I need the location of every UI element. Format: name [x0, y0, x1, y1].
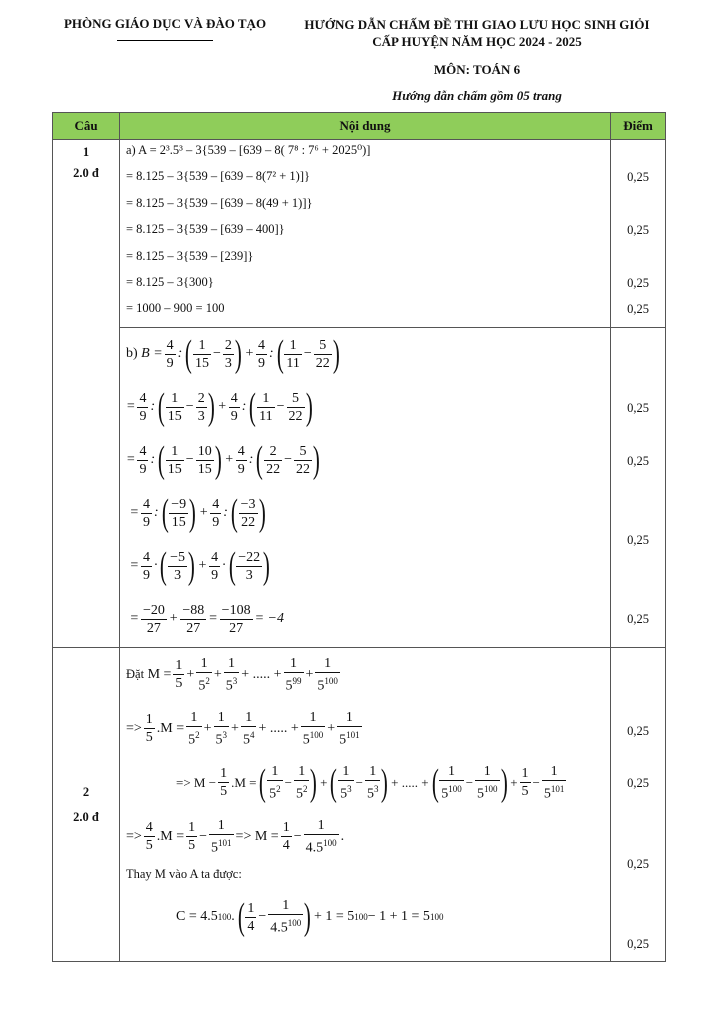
table-header-row: [53, 113, 666, 140]
score: [612, 194, 664, 220]
q2-content: [120, 647, 611, 962]
col-header-content: Nội dung: [120, 113, 611, 140]
score: 0,25: [627, 776, 649, 791]
score: 0,25: [627, 611, 649, 626]
q1a-line: = 8.125 – 3{539 – [639 – 8(49 + 1)]}: [126, 195, 313, 210]
department-name: PHÒNG GIÁO DỤC VÀ ĐÀO TẠO: [60, 16, 270, 41]
q1b-line: b) B = $\frac{4}{9}$ : ( $\frac{1}{15}$ − $\frac{2}{3}$ ) + $\frac{4}{9}$ : ( $\frac{1}{11}$ − $\frac{5}{22}$ ): [126, 328, 604, 381]
q1a-line: = 8.125 – 3{300}: [126, 274, 214, 289]
score: 0,25: [627, 400, 649, 415]
table-row: [53, 327, 666, 647]
q1a-content: [120, 140, 611, 328]
q1b-line: = $\frac{-20}{27}$ + $\frac{-88}{27}$ = $\frac{-108}{27}$ = −4: [126, 602, 284, 636]
q1a-line: a) A = 2³.5³ – 3{539 – [639 – 8( 7⁸ : 7⁶ + 2025⁰)]: [126, 143, 371, 157]
q1a-line: = 1000 – 900 = 100: [126, 301, 225, 316]
q2-line: C = 4.5 100 . ( $\frac{1}{4}$ − $\frac{1}{4.5^{100}}$ ) + 1 = 5 100 − 1 + 1 = 5 100: [126, 890, 604, 944]
q1a-line: = 8.125 – 3{539 – [639 – 8(7² + 1)]}: [126, 169, 310, 184]
score: 0,25: [627, 723, 649, 738]
q1b-scores: [611, 327, 666, 647]
q1a-line: = 8.125 – 3{539 – [239]}: [126, 248, 254, 263]
table-row: [53, 647, 666, 962]
score: 0,25: [627, 936, 649, 951]
title-line-1: HƯỚNG DẪN CHẤM ĐỀ THI GIAO LƯU HỌC SINH GIỎI: [304, 17, 650, 32]
document-title: [292, 16, 662, 50]
q1a-line: = 8.125 – 3{539 – [639 – 400]}: [126, 222, 285, 237]
q1b-line: = $\frac{4}{9}$ : ( $\frac{1}{15}$ − $\frac{2}{3}$ ) + $\frac{4}{9}$ : ( $\frac{1}{11}$ − $\frac{5}{22}$ ): [126, 381, 604, 434]
q2-line: => M − $\frac{1}{5}$ .M = ( $\frac{1}{5^2}$ − $\frac{1}{5^2}$ ) + ( $\frac{1}{5^3}$ − $\frac{1}{5^3}$ ) + ..... + ( $\frac{1}{5^{100}}$ − $\frac{1}{5^{100}}$ ) + $\frac{1}{5}$ − $\frac{1}{5^{101}}$: [126, 756, 604, 810]
question-number: 2: [82, 784, 90, 799]
score: [612, 329, 664, 382]
score: 0,25: [627, 453, 649, 468]
q2-scores: [611, 647, 666, 962]
let-label: Đặt: [126, 667, 145, 682]
score: 0,25: [627, 275, 649, 290]
subject-title: MÔN: TOÁN 6: [433, 62, 521, 77]
part-label: b): [126, 346, 138, 362]
score: [612, 247, 664, 273]
q1b-line: = $\frac{4}{9}$ : ( $\frac{-9}{15}$ ) + $\frac{4}{9}$ : ( $\frac{-3}{22}$ ): [126, 487, 604, 540]
score: 0,25: [627, 170, 649, 185]
q2-line: => $\frac{1}{5}$ .M = $\frac{1}{5^2}$ + $\frac{1}{5^3}$ + $\frac{1}{5^4}$ + ..... + $\frac{1}{5^{100}}$ + $\frac{1}{5^{101}}$: [126, 709, 360, 748]
q1b-line: = $\frac{4}{9}$ : ( $\frac{1}{15}$ − $\frac{10}{15}$ ) + $\frac{4}{9}$ : ( $\frac{2}{22}$ − $\frac{5}{22}$ ): [126, 434, 604, 487]
score: [612, 141, 664, 167]
score: 0,25: [627, 223, 649, 238]
question-2-cell: [53, 647, 120, 962]
q1a-scores: [611, 140, 666, 328]
q2-line: Đặt M = $\frac{1}{5}$ + $\frac{1}{5^2}$ + $\frac{1}{5^3}$ + ..... + $\frac{1}{5^{99}}$ + $\frac{1}{5^{100}}$: [126, 655, 338, 694]
question-points: 2.0 đ: [73, 809, 99, 824]
col-header-question: Câu: [53, 113, 120, 140]
score: 0,25: [627, 532, 649, 547]
grading-table: [52, 112, 666, 962]
table-row: [53, 140, 666, 328]
q2-line: => $\frac{4}{5}$ .M = $\frac{1}{5}$ − $\frac{1}{5^{101}}$ => M = $\frac{1}{4}$ − $\frac{1}{4.5^{100}}$ .: [126, 817, 345, 856]
score: 0,25: [627, 856, 649, 871]
question-points: 2.0 đ: [73, 166, 99, 180]
col-header-score: Điểm: [611, 113, 666, 140]
q1b-content: [120, 327, 611, 647]
q1b-line: = $\frac{4}{9}$ · ( $\frac{-5}{3}$ ) + $\frac{4}{9}$ · ( $\frac{-22}{3}$ ): [126, 540, 604, 593]
question-1-cell: [53, 140, 120, 648]
question-number: 1: [82, 145, 90, 159]
score: 0,25: [627, 302, 649, 317]
underline-rule: [117, 40, 213, 41]
title-line-2: CẤP HUYỆN NĂM HỌC 2024 - 2025: [372, 34, 582, 49]
q2-line: Thay M vào A ta được:: [126, 866, 242, 881]
page-count-note: Hướng dẫn chấm gồm 05 trang: [392, 88, 562, 103]
